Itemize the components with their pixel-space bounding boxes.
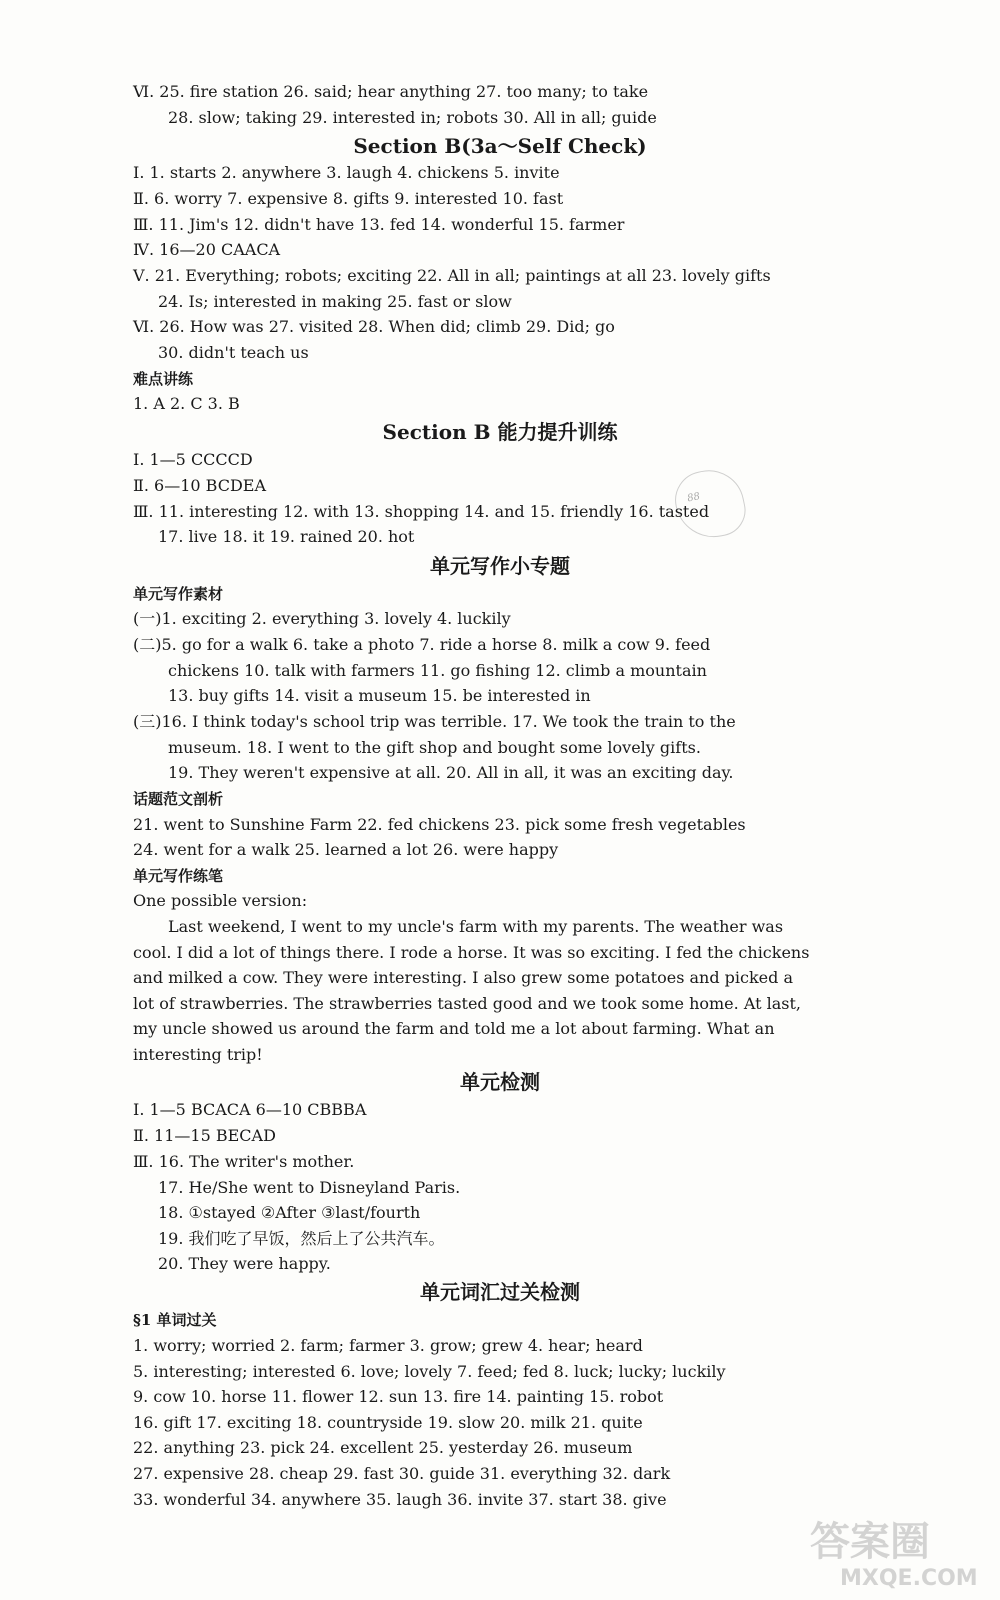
answer-line: 24. went for a walk 25. learned a lot 26. were happy [133,840,559,859]
answer-line: Ⅳ. 16—20 CAACA [133,240,281,259]
answer-line: and milked a cow. They were interesting. I also grew some potatoes and picked a [133,968,794,987]
answer-line: 21. went to Sunshine Farm 22. fed chickens 23. pick some fresh vegetables [133,815,746,834]
answer-line: 22. anything 23. pick 24. excellent 25. yesterday 26. museum [133,1438,633,1457]
answer-line: Ⅱ. 6. worry 7. expensive 8. gifts 9. interested 10. fast [133,189,564,208]
answer-line: 20. They were happy. [158,1254,331,1273]
answer-line: Ⅲ. 11. interesting 12. with 13. shopping 14. and 15. friendly 16. tasted [133,502,710,521]
answer-line: 1. A 2. C 3. B [133,394,240,413]
answer-line: 27. expensive 28. cheap 29. fast 30. guide 31. everything 32. dark [133,1464,671,1483]
watermark-logo [800,1508,978,1593]
answer-line: 1. worry; worried 2. farm; farmer 3. grow; grew 4. hear; heard [133,1336,643,1355]
answer-line: Ⅲ. 11. Jim's 12. didn't have 13. fed 14. wonderful 15. farmer [133,215,625,234]
subsection-label: §1 单词过关 [133,1311,217,1329]
section-heading: 单元检测 [460,1070,540,1094]
answer-line: 30. didn't teach us [158,343,309,362]
answer-line: lot of strawberries. The strawberries tasted good and we took some home. At last, [133,994,801,1013]
answer-line: 16. gift 17. exciting 18. countryside 19. slow 20. milk 21. quite [133,1413,643,1432]
answer-line: Ⅰ. 1—5 CCCCD [133,450,253,469]
answer-line: Last weekend, I went to my uncle's farm with my parents. The weather was [168,917,784,936]
answer-line: Ⅱ. 11—15 BECAD [133,1126,276,1145]
answer-line: 19. They weren't expensive at all. 20. All in all, it was an exciting day. [168,763,734,782]
answer-line: (三)16. I think today's school trip was terrible. 17. We took the train to the [133,712,736,731]
answer-line: 33. wonderful 34. anywhere 35. laugh 36. invite 37. start 38. give [133,1490,667,1509]
answer-line: museum. 18. I went to the gift shop and bought some lovely gifts. [168,738,701,757]
section-heading: 单元写作小专题 [430,554,570,578]
answer-line: Ⅵ. 25. fire station 26. said; hear anything 27. too many; to take [133,82,649,101]
subsection-label: 单元写作练笔 [133,867,224,885]
section-heading: 单元词汇过关检测 [420,1280,580,1304]
answer-line: One possible version: [133,891,308,910]
answer-line: (一)1. exciting 2. everything 3. lovely 4. luckily [133,609,511,628]
answer-line: 13. buy gifts 14. visit a museum 15. be interested in [168,686,591,705]
answer-line: interesting trip! [133,1045,263,1064]
answer-line: Ⅵ. 26. How was 27. visited 28. When did; climb 29. Did; go [133,317,615,336]
answer-line: (二)5. go for a walk 6. take a photo 7. ride a horse 8. milk a cow 9. feed [133,635,711,654]
watermark-url: MXQE.COM [840,1566,978,1591]
answer-line: Ⅴ. 21. Everything; robots; exciting 22. All in all; paintings at all 23. lovely gifts [133,266,771,285]
answer-line: Ⅱ. 6—10 BCDEA [133,476,267,495]
watermark-text: 答案圈 [810,1519,930,1565]
answer-line: 24. Is; interested in making 25. fast or slow [158,292,512,311]
section-heading: Section B(3a～Self Check) [353,134,647,158]
answer-line: 17. live 18. it 19. rained 20. hot [158,527,415,546]
answer-line: 17. He/She went to Disneyland Paris. [158,1178,461,1197]
answer-line: chickens 10. talk with farmers 11. go fishing 12. climb a mountain [168,661,707,680]
answer-line: 18. ①stayed ②After ③last/fourth [158,1203,421,1222]
answer-line: 5. interesting; interested 6. love; lovely 7. feed; fed 8. luck; lucky; luckily [133,1362,726,1381]
answer-line: my uncle showed us around the farm and told me a lot about farming. What an [133,1019,775,1038]
answer-line: 19. 我们吃了早饭，然后上了公共汽车。 [158,1229,445,1248]
answer-line: cool. I did a lot of things there. I rode a horse. It was so exciting. I fed the chickens [133,943,810,962]
stamp-mark: 88 [670,464,751,545]
subsection-label: 难点讲练 [133,370,194,388]
answer-line: 9. cow 10. horse 11. flower 12. sun 13. fire 14. painting 15. robot [133,1387,664,1406]
answer-line: Ⅰ. 1—5 BCACA 6—10 CBBBA [133,1100,367,1119]
section-heading: Section B 能力提升训练 [382,420,618,444]
answer-line: Ⅰ. 1. starts 2. anywhere 3. laugh 4. chickens 5. invite [133,163,560,182]
answer-line: Ⅲ. 16. The writer's mother. [133,1152,355,1171]
answer-line: 28. slow; taking 29. interested in; robots 30. All in all; guide [168,108,657,127]
subsection-label: 单元写作素材 [133,585,224,603]
subsection-label: 话题范文剖析 [133,790,224,808]
